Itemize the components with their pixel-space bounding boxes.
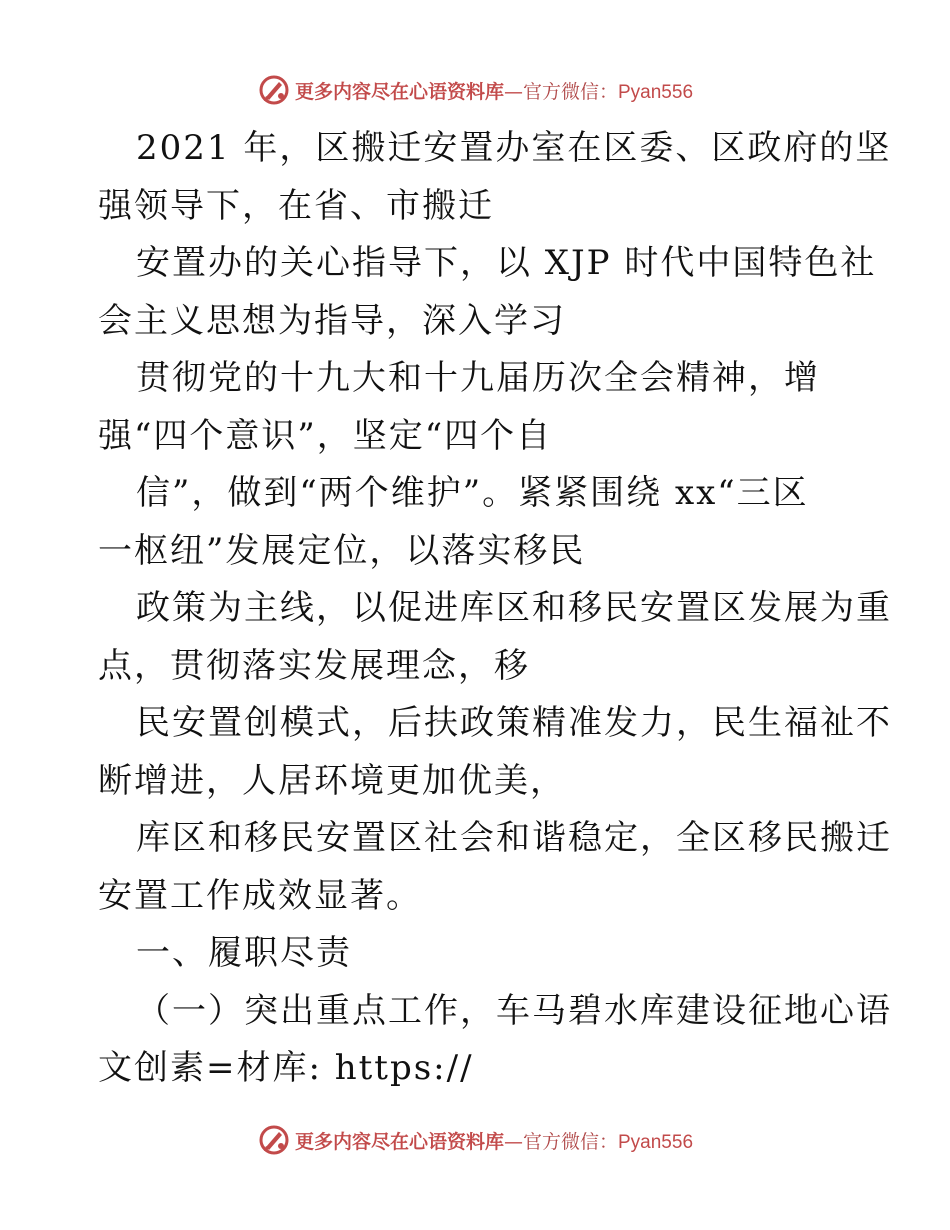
text-line: 强领导下，在省、市搬迁 xyxy=(98,185,494,226)
text-line: 安置办的关心指导下，以 XJP 时代中国特色社 xyxy=(136,243,877,283)
text-line: 强“四个意识”，坚定“四个自 xyxy=(98,415,553,456)
text-line: 点，贯彻落实发展理念，移 xyxy=(98,645,530,686)
banner-text xyxy=(295,1127,693,1154)
brand-logo-icon xyxy=(257,73,291,107)
banner-wechat-label: 官方微信： xyxy=(522,80,618,103)
banner-main-text: 更多内容尽在心语资料库 xyxy=(294,80,504,103)
footer-watermark-banner xyxy=(0,1120,950,1160)
text-line: 信”，做到“两个维护”。紧紧围绕 xx“三区 xyxy=(136,473,809,513)
text-line: （一）突出重点工作，车马碧水库建设征地心语 xyxy=(136,990,892,1031)
text-line: 一、履职尽责 xyxy=(136,933,352,973)
text-line: 一枢纽”发展定位，以落实移民 xyxy=(98,530,586,571)
banner-wechat-id: Pyan556 xyxy=(618,81,694,103)
banner-wechat-id: Pyan556 xyxy=(618,1131,694,1153)
text-line: 会主义思想为指导，深入学习 xyxy=(98,300,566,341)
text-line: 民安置创模式，后扶政策精准发力，民生福祉不 xyxy=(136,703,892,743)
text-line: 2021 年，区搬迁安置办室在区委、区政府的坚 xyxy=(136,128,892,168)
text-line: 政策为主线，以促进库区和移民安置区发展为重 xyxy=(136,588,892,628)
banner-separator: — xyxy=(503,1130,523,1153)
text-line: 文创素=材库: https:// xyxy=(98,1048,474,1088)
text-line: 断增进，人居环境更加优美， xyxy=(98,760,566,801)
text-line: 贯彻党的十九大和十九届历次全会精神，增 xyxy=(136,358,820,398)
brand-logo-icon xyxy=(257,1123,291,1157)
document-body xyxy=(98,120,892,1098)
header-watermark-banner xyxy=(0,70,950,110)
text-line: 库区和移民安置区社会和谐稳定，全区移民搬迁 xyxy=(136,818,892,858)
banner-text xyxy=(295,77,693,104)
text-line: 安置工作成效显著。 xyxy=(98,875,422,916)
banner-wechat-label: 官方微信： xyxy=(522,1130,618,1153)
banner-main-text: 更多内容尽在心语资料库 xyxy=(294,1130,504,1153)
banner-separator: — xyxy=(503,80,523,103)
